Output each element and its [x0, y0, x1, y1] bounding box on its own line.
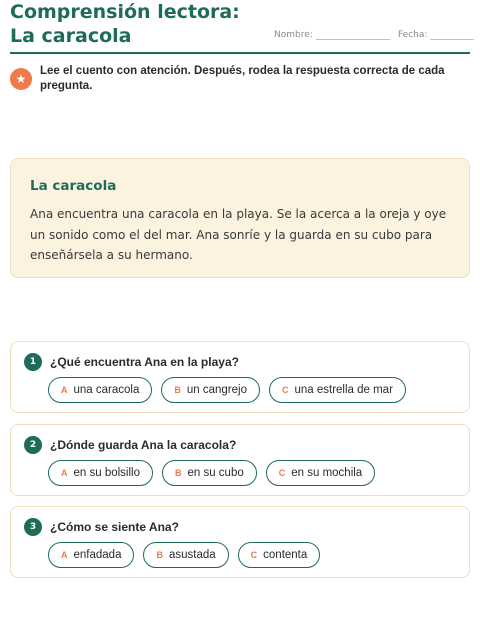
- story-box: [10, 158, 470, 278]
- option-label: en su bolsillo: [73, 467, 140, 479]
- question-text: ¿Dónde guarda Ana la caracola?: [50, 438, 237, 452]
- option-label: una estrella de mar: [294, 384, 393, 396]
- answer-options: [48, 460, 375, 486]
- question-number: 1: [24, 353, 42, 371]
- answer-option-c[interactable]: [269, 377, 406, 403]
- answer-options: [48, 377, 406, 403]
- name-label: Nombre:: [274, 30, 313, 40]
- name-field[interactable]: [274, 30, 390, 40]
- question-card: [10, 341, 470, 413]
- answer-option-a[interactable]: [48, 542, 134, 568]
- option-letter: B: [156, 550, 163, 560]
- question-text: ¿Cómo se siente Ana?: [50, 520, 179, 534]
- instructions-text: Lee el cuento con atención. Después, rodea la respuesta correcta de cada pregunta.: [40, 65, 445, 92]
- question-card: [10, 506, 470, 578]
- name-line: [316, 30, 390, 40]
- worksheet-header: [10, 0, 470, 54]
- answer-option-a[interactable]: [48, 460, 153, 486]
- story-title: La caracola: [30, 178, 117, 194]
- option-letter: B: [174, 468, 182, 478]
- option-letter: C: [278, 468, 286, 478]
- option-label: contenta: [263, 549, 308, 561]
- worksheet-title: Comprensión lectora: La caracola: [10, 1, 240, 47]
- option-label: una caracola: [73, 384, 140, 396]
- option-label: en su cubo: [187, 467, 244, 479]
- option-letter: B: [174, 385, 181, 395]
- answer-option-c[interactable]: [266, 460, 375, 486]
- answer-option-b[interactable]: [162, 460, 257, 486]
- star-icon: ★: [10, 68, 32, 90]
- option-label: enfadada: [73, 549, 122, 561]
- option-letter: C: [250, 550, 258, 560]
- answer-options: [48, 542, 320, 568]
- question-number: 3: [24, 518, 42, 536]
- date-line: [430, 30, 474, 40]
- question-text: ¿Qué encuentra Ana en la playa?: [50, 355, 239, 369]
- question-number: 2: [24, 436, 42, 454]
- option-letter: C: [281, 385, 289, 395]
- option-letter: A: [61, 550, 68, 560]
- option-letter: A: [61, 385, 68, 395]
- date-field[interactable]: [398, 30, 474, 40]
- option-letter: A: [61, 468, 68, 478]
- option-label: en su mochila: [291, 467, 363, 479]
- date-label: Fecha:: [398, 30, 428, 40]
- story-text: Ana encuentra una caracola en la playa. Se la acerca a la oreja y oye un sonido como el del mar. Ana sonríe y la guarda en su cubo para enseñársela a su hermano.: [30, 207, 447, 262]
- answer-option-b[interactable]: [143, 542, 228, 568]
- answer-option-b[interactable]: [161, 377, 260, 403]
- answer-option-c[interactable]: [238, 542, 321, 568]
- answer-option-a[interactable]: [48, 377, 152, 403]
- question-card: [10, 424, 470, 496]
- option-label: asustada: [168, 549, 216, 561]
- option-label: un cangrejo: [186, 384, 247, 396]
